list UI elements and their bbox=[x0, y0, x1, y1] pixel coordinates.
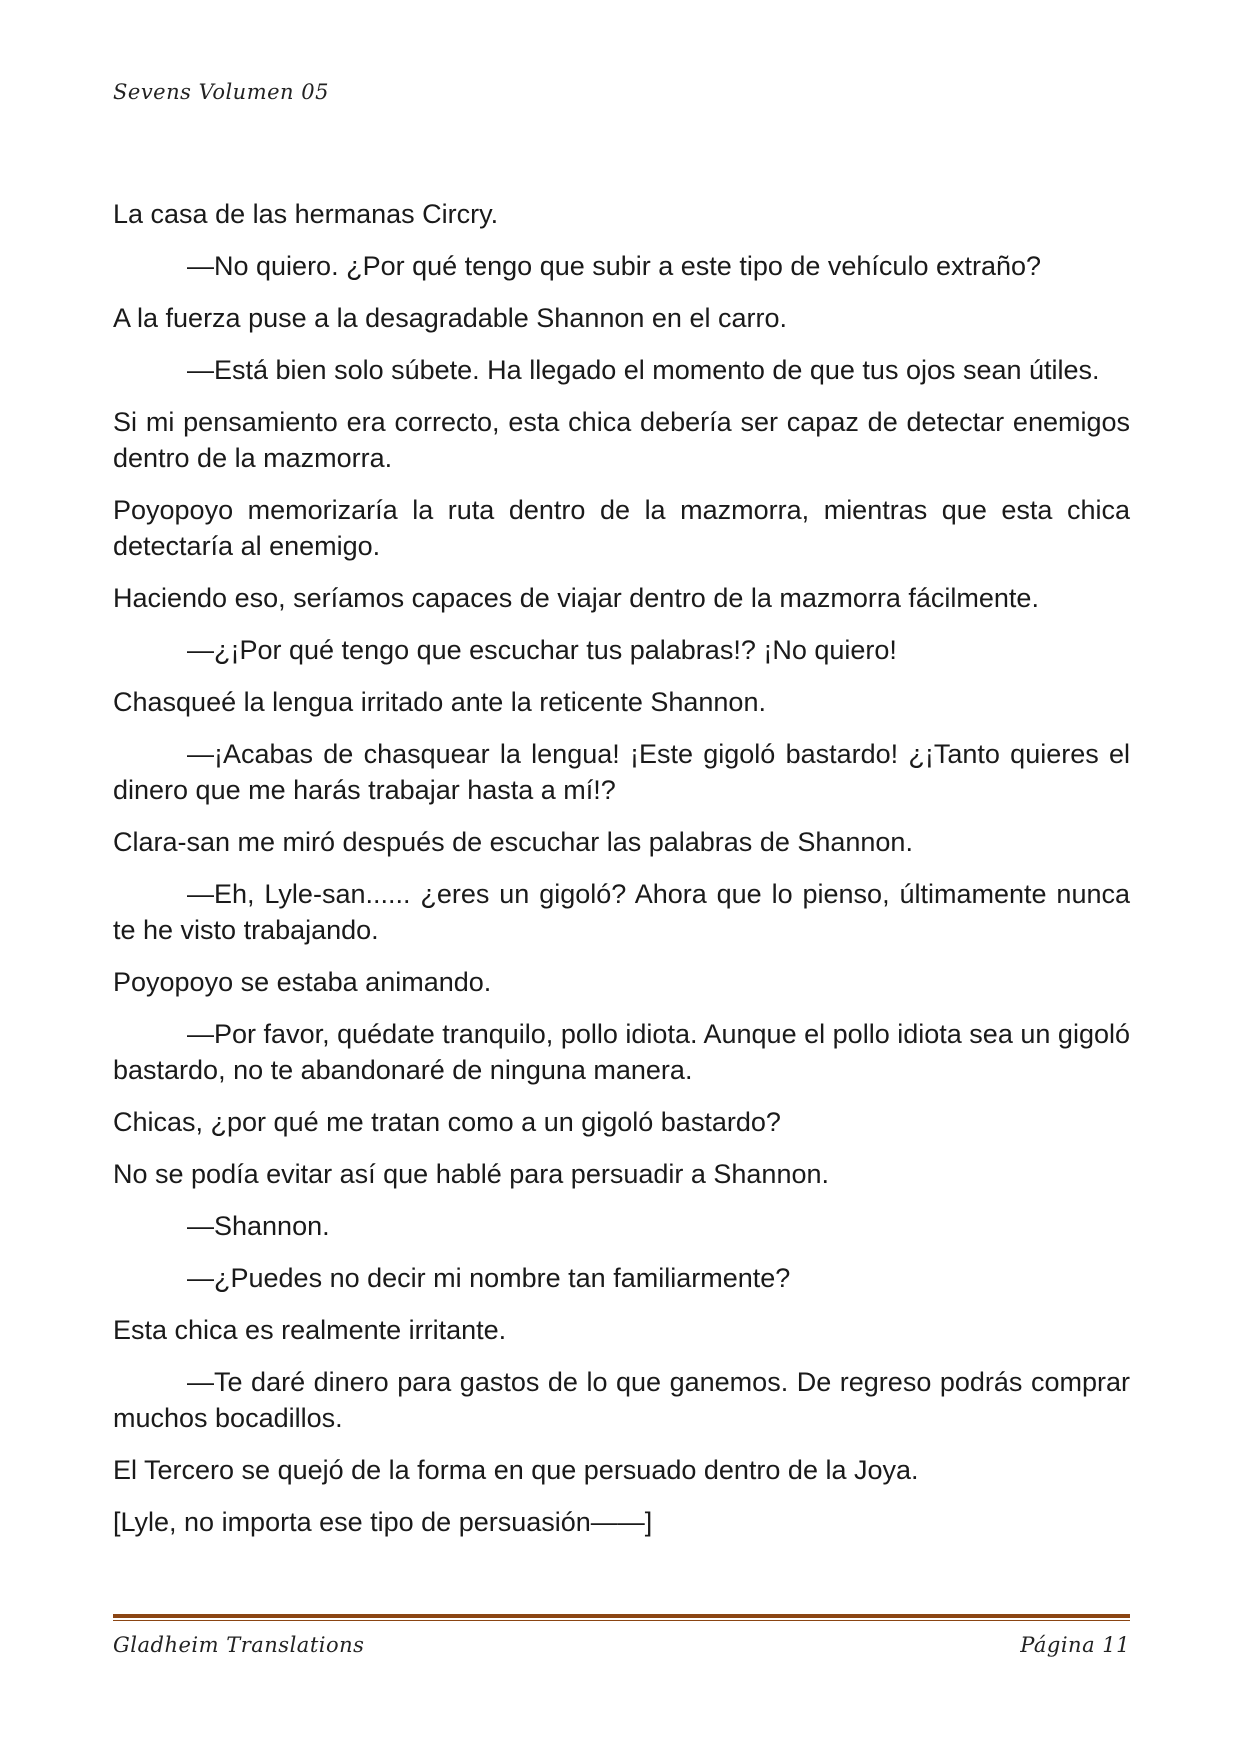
paragraph-8: —¿¡Por qué tengo que escuchar tus palabras!? ¡No quiero! bbox=[187, 635, 897, 665]
paragraph-20: —Te daré dinero para gastos de lo que ganemos. De regreso podrás comprar muchos bocadillos. bbox=[113, 1367, 1130, 1433]
paragraph-18: —¿Puedes no decir mi nombre tan familiarmente? bbox=[187, 1263, 791, 1293]
paragraph-22: [Lyle, no importa ese tipo de persuasión——] bbox=[113, 1507, 653, 1537]
paragraph-4: —Está bien solo súbete. Ha llegado el momento de que tus ojos sean útiles. bbox=[187, 355, 1100, 385]
paragraph-19: Esta chica es realmente irritante. bbox=[113, 1315, 507, 1345]
paragraph-15: Chicas, ¿por qué me tratan como a un gigoló bastardo? bbox=[113, 1107, 781, 1137]
paragraph-11: Clara-san me miró después de escuchar las palabras de Shannon. bbox=[113, 827, 913, 857]
paragraph-10: —¡Acabas de chasquear la lengua! ¡Este gigoló bastardo! ¿¡Tanto quieres el dinero que me harás trabajar hasta a mí!? bbox=[113, 739, 1130, 805]
paragraph-7: Haciendo eso, seríamos capaces de viajar dentro de la mazmorra fácilmente. bbox=[113, 583, 1039, 613]
page-header: Sevens Volumen 05 bbox=[113, 80, 329, 104]
paragraph-21: El Tercero se quejó de la forma en que persuado dentro de la Joya. bbox=[113, 1455, 919, 1485]
page-number: Página 11 bbox=[1020, 1633, 1130, 1657]
paragraph-3: A la fuerza puse a la desagradable Shannon en el carro. bbox=[113, 303, 787, 333]
paragraph-13: Poyopoyo se estaba animando. bbox=[113, 967, 492, 997]
paragraph-2: —No quiero. ¿Por qué tengo que subir a este tipo de vehículo extraño? bbox=[187, 251, 1042, 281]
paragraph-6: Poyopoyo memorizaría la ruta dentro de la mazmorra, mientras que esta chica detectaría al enemigo. bbox=[113, 495, 1130, 561]
paragraph-9: Chasqueé la lengua irritado ante la reticente Shannon. bbox=[113, 687, 766, 717]
paragraph-1: La casa de las hermanas Circry. bbox=[113, 199, 499, 229]
paragraph-16: No se podía evitar así que hablé para persuadir a Shannon. bbox=[113, 1159, 829, 1189]
paragraph-12: —Eh, Lyle-san...... ¿eres un gigoló? Ahora que lo pienso, últimamente nunca te he visto trabajando. bbox=[113, 879, 1130, 945]
footer-credit: Gladheim Translations bbox=[113, 1633, 365, 1657]
paragraph-5: Si mi pensamiento era correcto, esta chica debería ser capaz de detectar enemigos dentro de la mazmorra. bbox=[113, 407, 1130, 473]
paragraph-14: —Por favor, quédate tranquilo, pollo idiota. Aunque el pollo idiota sea un gigoló bastardo, no te abandonaré de ninguna manera. bbox=[113, 1019, 1130, 1085]
paragraph-17: —Shannon. bbox=[187, 1211, 330, 1241]
document-body bbox=[113, 196, 1130, 1556]
footer-divider bbox=[113, 1614, 1130, 1621]
